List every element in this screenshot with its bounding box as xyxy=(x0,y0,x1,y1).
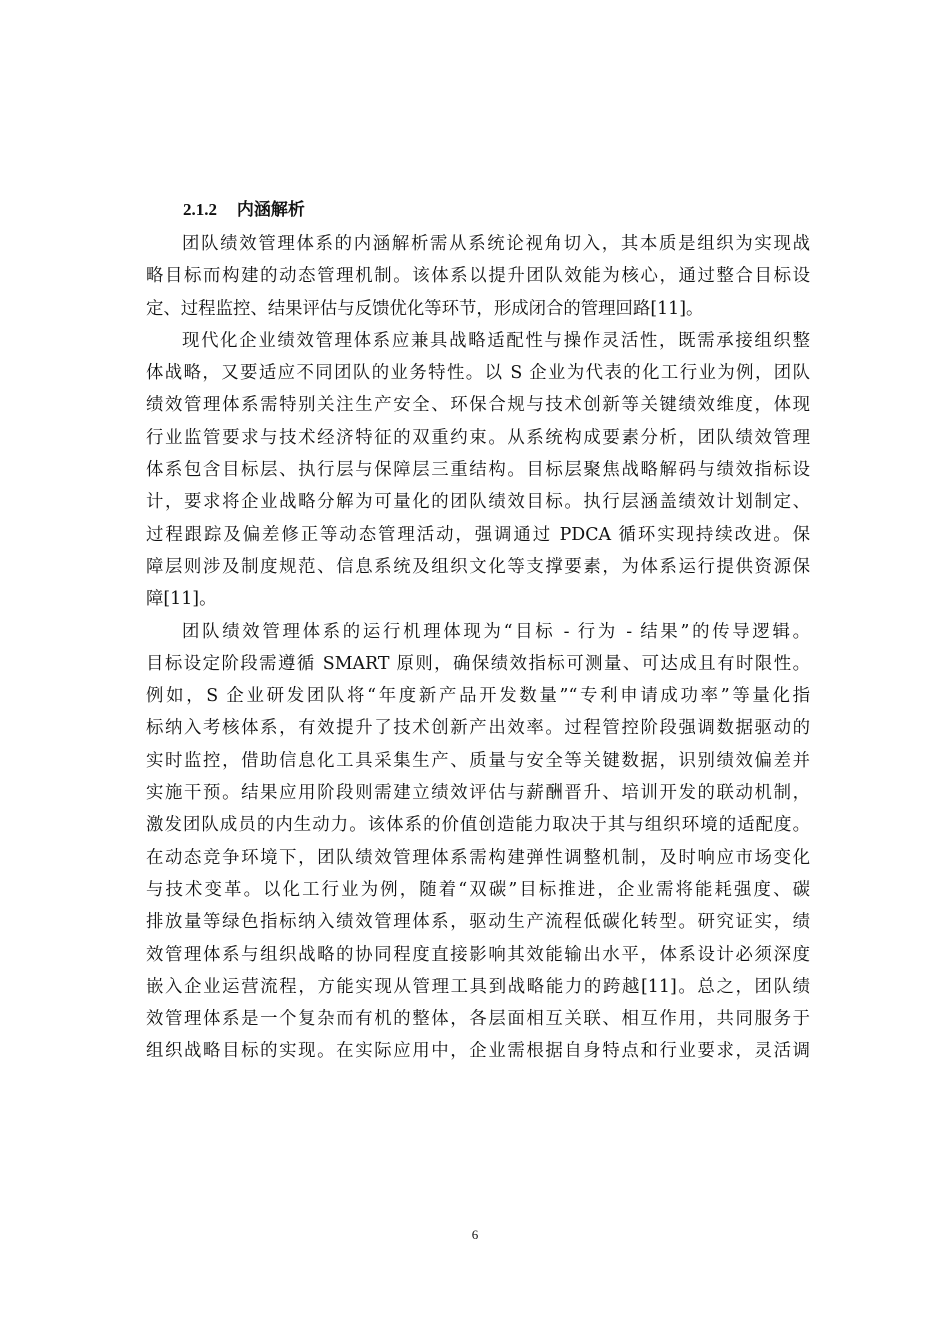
text-line: 实时监控，借助信息化工具采集生产、质量与安全等关键数据，识别绩效偏差并 xyxy=(146,750,810,771)
section-title: 内涵解析 xyxy=(236,200,305,220)
text-line: 效管理体系是一个复杂而有机的整体，各层面相互关联、相互作用，共同服务于 xyxy=(146,1009,810,1030)
text-line: 排放量等绿色指标纳入绩效管理体系，驱动生产流程低碳化转型。研究证实，绩 xyxy=(146,912,810,933)
page-number: 6 xyxy=(471,1227,479,1242)
section-number: 2.1.2 xyxy=(183,200,217,219)
text-line: 与技术变革。以化工行业为例，随着“双碳”目标推进，企业需将能耗强度、碳 xyxy=(146,879,810,900)
text-line: 效管理体系与组织战略的协同程度直接影响其效能输出水平，体系设计必须深度 xyxy=(146,944,810,965)
text-line: 在动态竞争环境下，团队绩效管理体系需构建弹性调整机制，及时响应市场变化 xyxy=(146,847,810,868)
text-line: 例如，S 企业研发团队将“年度新产品开发数量”“专利申请成功率”等量化指 xyxy=(146,686,810,707)
text-line: 目标设定阶段需遵循 SMART 原则，确保绩效指标可测量、可达成且有时限性。 xyxy=(146,653,810,674)
text-line: 嵌入企业运营流程，方能实现从管理工具到战略能力的跨越[11]。总之，团队绩 xyxy=(146,976,810,997)
text-line: 团队绩效管理体系的内涵解析需从系统论视角切入，其本质是组织为实现战 xyxy=(182,234,810,254)
section-heading xyxy=(183,197,305,223)
text-line: 计，要求将企业战略分解为可量化的团队绩效目标。执行层涵盖绩效计划制定、 xyxy=(146,492,810,513)
body-text xyxy=(146,228,810,1068)
text-line: 绩效管理体系需特别关注生产安全、环保合规与技术创新等关键绩效维度，体现 xyxy=(146,395,810,416)
text-line: 组织战略目标的实现。在实际应用中，企业需根据自身特点和行业要求，灵活调 xyxy=(146,1041,810,1062)
text-line: 障层则涉及制度规范、信息系统及组织文化等支撑要素，为体系运行提供资源保 xyxy=(146,556,810,577)
text-line: 行业监管要求与技术经济特征的双重约束。从系统构成要素分析，团队绩效管理 xyxy=(146,427,810,448)
text-line: 过程跟踪及偏差修正等动态管理活动，强调通过 PDCA 循环实现持续改进。保 xyxy=(146,524,810,545)
text-line: 标纳入考核体系，有效提升了技术创新产出效率。过程管控阶段强调数据驱动的 xyxy=(146,718,810,739)
text-line: 略目标而构建的动态管理机制。该体系以提升团队效能为核心，通过整合目标设 xyxy=(146,266,810,287)
text-line: 体系包含目标层、执行层与保障层三重结构。目标层聚焦战略解码与绩效指标设 xyxy=(146,460,810,481)
text-line: 实施干预。结果应用阶段则需建立绩效评估与薪酬晋升、培训开发的联动机制， xyxy=(146,783,810,804)
text-line: 团队绩效管理体系的运行机理体现为“目标 - 行为 - 结果”的传导逻辑。 xyxy=(182,621,810,642)
text-line: 现代化企业绩效管理体系应兼具战略适配性与操作灵活性，既需承接组织整 xyxy=(182,330,810,351)
text-line: 障[11]。 xyxy=(146,589,217,610)
text-line: 激发团队成员的内生动力。该体系的价值创造能力取决于其与组织环境的适配度。 xyxy=(146,815,810,836)
text-line: 定、过程监控、结果评估与反馈优化等环节，形成闭合的管理回路[11]。 xyxy=(146,298,704,319)
text-line: 体战略，又要适应不同团队的业务特性。以 S 企业为代表的化工行业为例，团队 xyxy=(146,363,810,384)
